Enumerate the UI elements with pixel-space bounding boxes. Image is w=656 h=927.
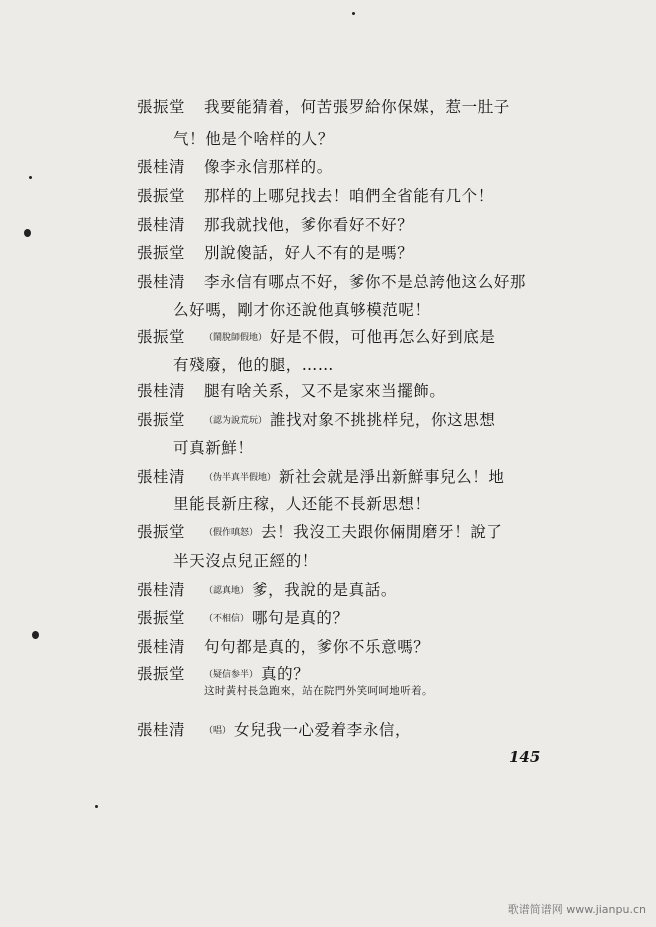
speaker-name: 張桂清 bbox=[137, 638, 186, 656]
speaker-name: 張桂清 bbox=[137, 468, 186, 486]
dialogue-text-body: 別說傻話，好人不有的是嗎？ bbox=[204, 244, 414, 262]
dialogue-text-body: 去！我沒工夫跟你倆閒磨牙！說了 bbox=[261, 523, 503, 541]
dialogue-text-body: 爹，我說的是真話。 bbox=[252, 581, 397, 599]
page-number: 145 bbox=[509, 748, 541, 766]
speaker-name: 張桂清 bbox=[137, 273, 186, 291]
dialogue-text bbox=[204, 155, 333, 177]
speaker-name: 張振堂 bbox=[137, 411, 186, 429]
stage-note: （認为說荒玩） bbox=[204, 416, 268, 426]
dialogue-text bbox=[204, 184, 494, 206]
dialogue-text-body: 新社会就是淨出新鮮事兒么！地 bbox=[279, 468, 505, 486]
dialogue-text-body: 哪句是真的？ bbox=[252, 609, 349, 627]
stage-note: （唱） bbox=[204, 726, 232, 736]
stage-direction: 这时黃村長急跑來，站在院門外笑呵呵地听着。 bbox=[204, 685, 433, 697]
speaker-name: 張桂清 bbox=[137, 721, 186, 739]
dialogue-text bbox=[204, 718, 411, 740]
dialogue-text-body: 女兒我一心爱着李永信， bbox=[234, 721, 412, 739]
dialogue-text bbox=[204, 408, 495, 430]
dialogue-text bbox=[204, 606, 349, 628]
print-speck bbox=[352, 12, 355, 15]
stage-note: （認真地） bbox=[204, 586, 250, 596]
print-speck bbox=[95, 805, 98, 808]
dialogue-continuation: 有殘廢，他的腿，…… bbox=[173, 356, 335, 374]
dialogue-text bbox=[204, 95, 510, 117]
dialogue-text-body: 那样的上哪兒找去！咱們全省能有几个！ bbox=[204, 187, 494, 205]
dialogue-text-body: 李永信有哪点不好，爹你不是总誇他这么好那 bbox=[204, 273, 527, 291]
dialogue-text bbox=[204, 635, 429, 657]
speaker-name: 張振堂 bbox=[137, 665, 186, 683]
print-speck bbox=[29, 176, 32, 179]
dialogue-text-body: 腿有啥关系，又不是家來当擺飾。 bbox=[204, 382, 446, 400]
dialogue-text bbox=[204, 662, 309, 684]
dialogue-text-body: 好是不假，可他再怎么好到底是 bbox=[270, 328, 496, 346]
stage-note: （伪半真半假地） bbox=[204, 473, 277, 483]
dialogue-continuation: 么好嗎，剛才你还說他真够模范呢！ bbox=[173, 301, 431, 319]
speaker-name: 張振堂 bbox=[137, 244, 186, 262]
speaker-name: 張振堂 bbox=[137, 523, 186, 541]
dialogue-text bbox=[204, 520, 503, 542]
dialogue-text bbox=[204, 465, 504, 487]
stage-note: （不相信） bbox=[204, 614, 250, 624]
dialogue-text bbox=[204, 213, 413, 235]
dialogue-continuation: 里能長新庄稼，人还能不長新思想！ bbox=[173, 495, 431, 513]
speaker-name: 張振堂 bbox=[137, 328, 186, 346]
speaker-name: 張振堂 bbox=[137, 609, 186, 627]
watermark: 歌谱简谱网 www.jianpu.cn bbox=[507, 903, 646, 916]
stage-note: （鬧脫師假地） bbox=[204, 333, 268, 343]
dialogue-text-body: 真的？ bbox=[261, 665, 310, 683]
stage-note: （假作嗔怒） bbox=[204, 528, 259, 538]
dialogue-text bbox=[204, 325, 495, 347]
speaker-name: 張桂清 bbox=[137, 158, 186, 176]
speaker-name: 張桂清 bbox=[137, 581, 186, 599]
dialogue-text bbox=[204, 270, 526, 292]
dialogue-text-body: 句句都是真的，爹你不乐意嗎？ bbox=[204, 638, 430, 656]
speaker-name: 張振堂 bbox=[137, 98, 186, 116]
dialogue-continuation: 可真新鮮！ bbox=[173, 439, 254, 457]
dialogue-continuation: 半天沒点兒正經的！ bbox=[173, 552, 318, 570]
speaker-name: 張桂清 bbox=[137, 382, 186, 400]
dialogue-continuation: 气！他是个啥样的人？ bbox=[173, 130, 335, 148]
dialogue-text-body: 像李永信那样的。 bbox=[204, 158, 333, 176]
dialogue-text-body: 我要能猜着，何苦張罗給你保媒，惹一肚子 bbox=[204, 98, 510, 116]
stage-note: （疑信参半） bbox=[204, 670, 259, 680]
dialogue-text-body: 誰找对象不挑挑样兒，你这思想 bbox=[270, 411, 496, 429]
dialogue-text-body: 那我就找他，爹你看好不好？ bbox=[204, 216, 414, 234]
speaker-name: 張桂清 bbox=[137, 216, 186, 234]
dialogue-text bbox=[204, 578, 397, 600]
dialogue-text bbox=[204, 379, 446, 401]
dialogue-text bbox=[204, 241, 413, 263]
speaker-name: 張振堂 bbox=[137, 187, 186, 205]
punch-hole-mark bbox=[32, 631, 39, 639]
punch-hole-mark bbox=[24, 229, 31, 237]
